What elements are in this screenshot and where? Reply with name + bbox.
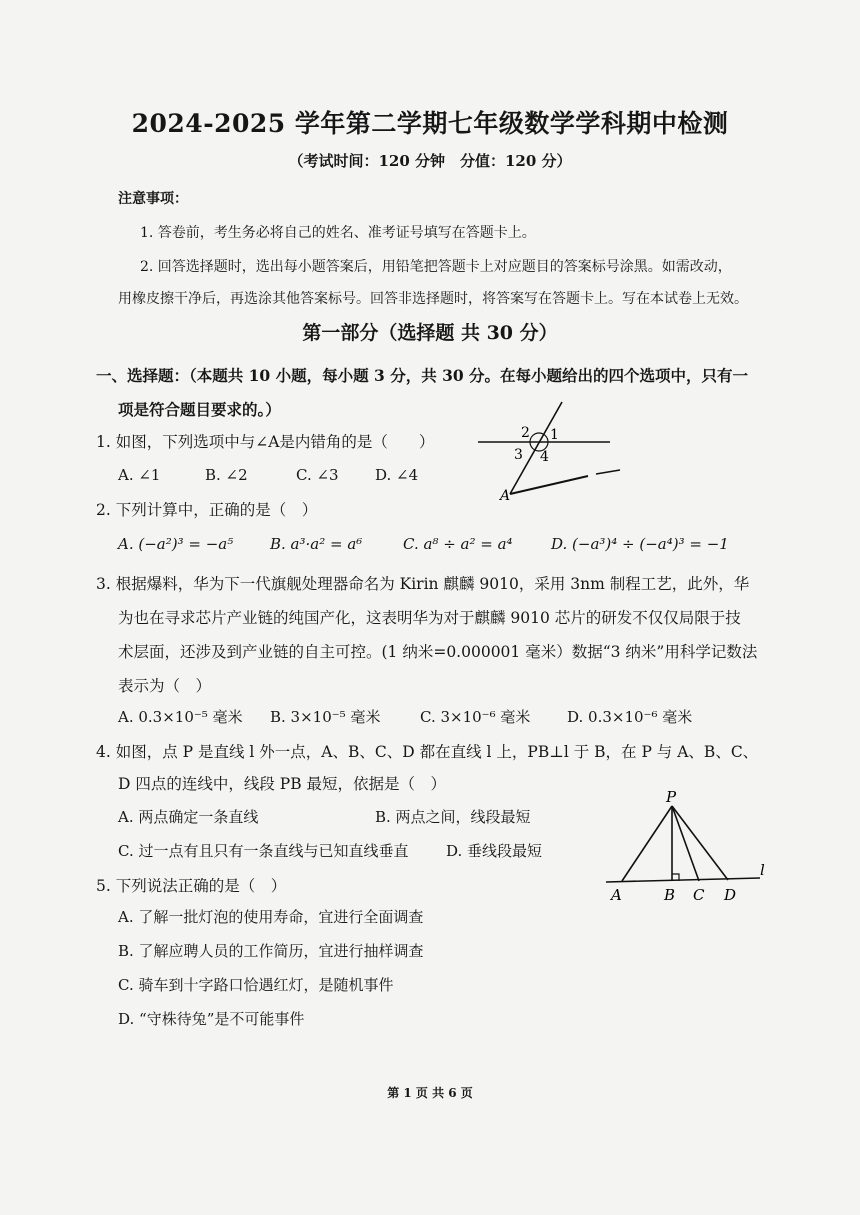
- q3-option-b: B. 3×10⁻⁵ 毫米: [270, 708, 381, 726]
- q4-line-2: D 四点的连线中，线段 PB 最短，依据是（ ）: [118, 775, 447, 793]
- q4-segment-pd: [672, 806, 728, 880]
- q1-label-a: A: [500, 488, 511, 504]
- q1-option-a: A. ∠1: [118, 466, 161, 484]
- exam-title: 2024-2025 学年第二学期七年级数学学科期中检测: [131, 109, 729, 138]
- q4-line-1: 4. 如图，点 P 是直线 l 外一点，A、B、C、D 都在直线 l 上，PB⊥l 于 B，在 P 与 A、B、C、: [96, 743, 759, 761]
- q4-option-a: A. 两点确定一条直线: [118, 808, 259, 826]
- q4-segment-pa: [622, 806, 672, 881]
- q3-line-1: 3. 根据爆料，华为下一代旗舰处理器命名为 Kirin 麒麟 9010，采用 3nm 制程工艺，此外，华: [96, 575, 750, 593]
- q4-label-l: l: [760, 861, 765, 879]
- q3-option-d: D. 0.3×10⁻⁶ 毫米: [567, 708, 693, 726]
- q2-option-a: A. (−a²)³ = −a⁵: [118, 535, 234, 553]
- exam-subtitle: （考试时间：120 分钟 分值：120 分）: [288, 152, 572, 170]
- q1-figure: [470, 400, 630, 510]
- q1-stem: 1. 如图，下列选项中与∠A是内错角的是（ ）: [96, 433, 435, 451]
- q4-option-b: B. 两点之间，线段最短: [375, 808, 531, 826]
- q1-ray-a: [510, 476, 588, 494]
- q5-stem: 5. 下列说法正确的是（ ）: [96, 877, 287, 895]
- q2-stem: 2. 下列计算中，正确的是（ ）: [96, 501, 318, 519]
- q4-label-a: A: [611, 886, 622, 904]
- page-footer: 第 1 页 共 6 页: [387, 1086, 473, 1100]
- q1-label-1: 1: [550, 427, 559, 443]
- q1-label-2: 2: [521, 425, 530, 441]
- q3-option-a: A. 0.3×10⁻⁵ 毫米: [118, 708, 243, 726]
- notes-heading: 注意事项：: [118, 191, 188, 207]
- q5-option-a: A. 了解一批灯泡的使用寿命，宜进行全面调查: [118, 908, 424, 926]
- q1-label-4: 4: [540, 449, 549, 465]
- q1-label-3: 3: [514, 447, 523, 463]
- q3-line-4: 表示为（ ）: [118, 677, 212, 695]
- q1-option-b: B. ∠2: [205, 466, 248, 484]
- q4-option-c: C. 过一点有且只有一条直线与已知直线垂直: [118, 842, 409, 860]
- q4-label-b: B: [664, 886, 676, 904]
- q4-figure: [600, 788, 775, 908]
- q2-option-c: C. a⁸ ÷ a² = a⁴: [403, 535, 513, 553]
- q1-ray-a-tail: [596, 470, 620, 474]
- q3-line-3: 术层面，还涉及到产业链的自主可控。(1 纳米=0.000001 毫米）数据“3 纳米”用科学记数法: [118, 643, 758, 661]
- q1-option-d: D. ∠4: [375, 466, 419, 484]
- q5-option-d: D. “守株待兔”是不可能事件: [118, 1010, 305, 1028]
- note-2: 2. 回答选择题时，选出每小题答案后，用铅笔把答题卡上对应题目的答案标号涂黑。如需改动，: [140, 259, 732, 275]
- note-1: 1. 答卷前，考生务必将自己的姓名、准考证号填写在答题卡上。: [140, 225, 536, 241]
- q4-label-p: P: [666, 788, 677, 806]
- q2-option-d: D. (−a³)⁴ ÷ (−a⁴)³ = −1: [551, 535, 729, 553]
- q4-segment-pc: [672, 806, 699, 881]
- q5-option-b: B. 了解应聘人员的工作简历，宜进行抽样调查: [118, 942, 424, 960]
- q3-option-c: C. 3×10⁻⁶ 毫米: [420, 708, 531, 726]
- section-heading-line-2: 项是符合题目要求的。）: [118, 400, 281, 419]
- note-3: 用橡皮擦干净后，再选涂其他答案标号。回答非选择题时，将答案写在答题卡上。写在本试卷上无效。: [118, 291, 748, 307]
- section-heading-line-1: 一、选择题：（本题共 10 小题，每小题 3 分，共 30 分。在每小题给出的四个选项中，只有一: [96, 366, 749, 385]
- part-one-title: 第一部分（选择题 共 30 分）: [302, 322, 558, 344]
- q5-option-c: C. 骑车到十字路口恰遇红灯，是随机事件: [118, 976, 394, 994]
- q4-line-l: [606, 878, 760, 882]
- q4-label-d: D: [724, 886, 737, 904]
- q3-line-2: 为也在寻求芯片产业链的纯国产化，这表明华为对于麒麟 9010 芯片的研发不仅仅局限于技: [118, 609, 741, 627]
- q1-option-c: C. ∠3: [296, 466, 339, 484]
- q4-label-c: C: [693, 886, 705, 904]
- q2-option-b: B. a³·a² = a⁶: [270, 535, 363, 553]
- q4-option-d: D. 垂线段最短: [446, 842, 543, 860]
